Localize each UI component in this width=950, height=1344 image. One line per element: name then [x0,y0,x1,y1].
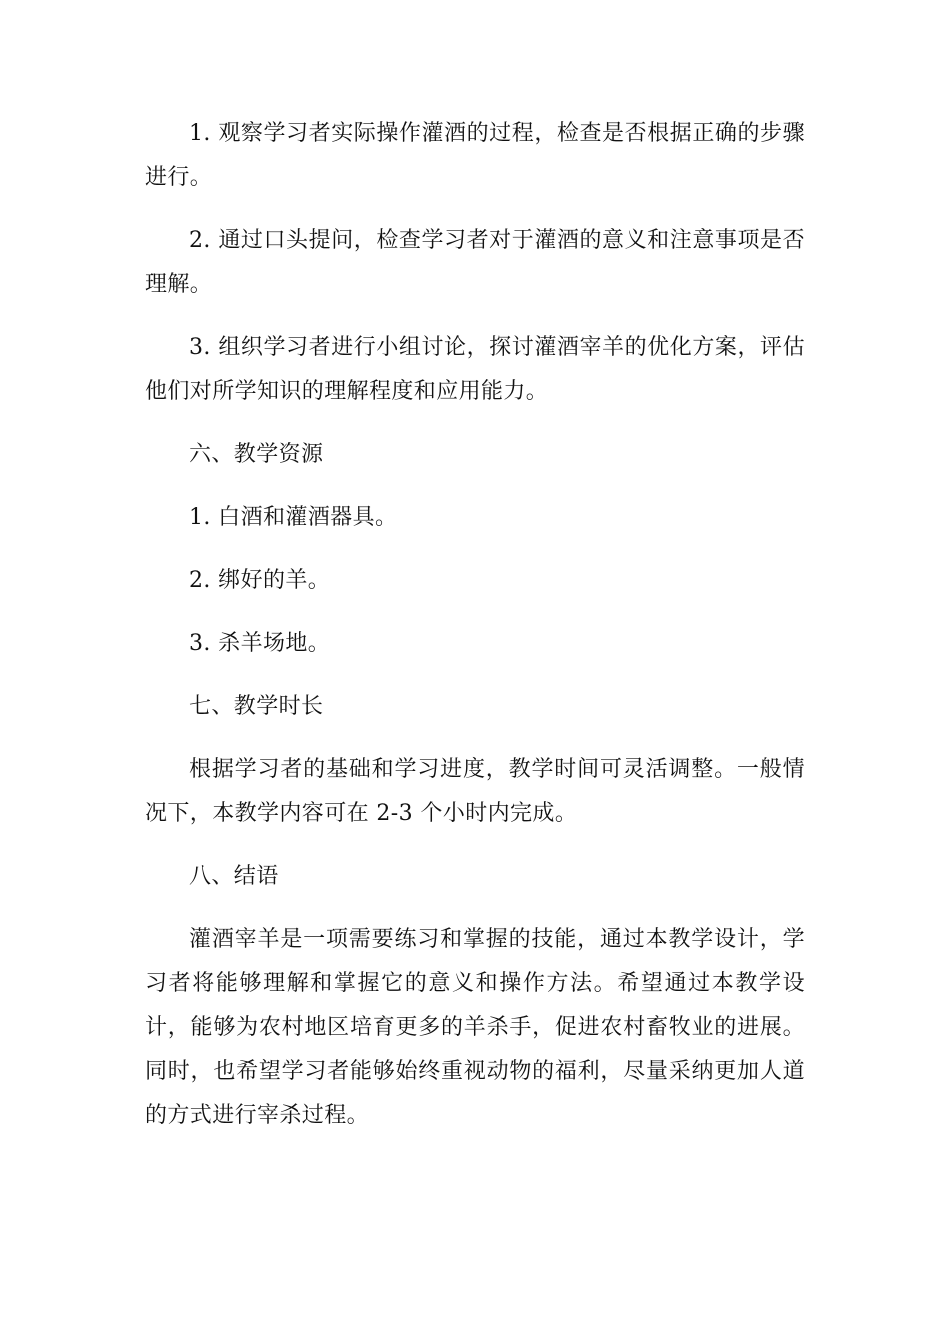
resource-item-2: 2. 绑好的羊。 [189,568,331,593]
duration-paragraph: 根据学习者的基础和学习进度，教学时间可灵活调整。一般情况下，本教学内容可在 2-3 个小时内完成。 [145,757,805,826]
section-heading-conclusion: 八、结语 [189,864,279,889]
resource-item-3: 3. 杀羊场地。 [189,631,331,656]
evaluation-item-3: 3. 组织学习者进行小组讨论，探讨灌酒宰羊的优化方案，评估他们对所学知识的理解程度和应用能力。 [145,335,805,404]
resource-item-1: 1. 白酒和灌酒器具。 [189,505,398,530]
conclusion-paragraph: 灌酒宰羊是一项需要练习和掌握的技能，通过本教学设计，学习者将能够理解和掌握它的意义和操作方法。希望通过本教学设计，能够为农村地区培育更多的羊杀手，促进农村畜牧业的进展。同时，也希望学习者能够始终重视动物的福利，尽量采纳更加人道的方式进行宰杀过程。 [145,927,805,1128]
evaluation-item-1: 1. 观察学习者实际操作灌酒的过程，检查是否根据正确的步骤进行。 [145,121,805,190]
section-heading-duration: 七、教学时长 [189,694,324,719]
section-heading-resources: 六、教学资源 [189,442,324,467]
evaluation-item-2: 2. 通过口头提问，检查学习者对于灌酒的意义和注意事项是否理解。 [145,228,805,297]
